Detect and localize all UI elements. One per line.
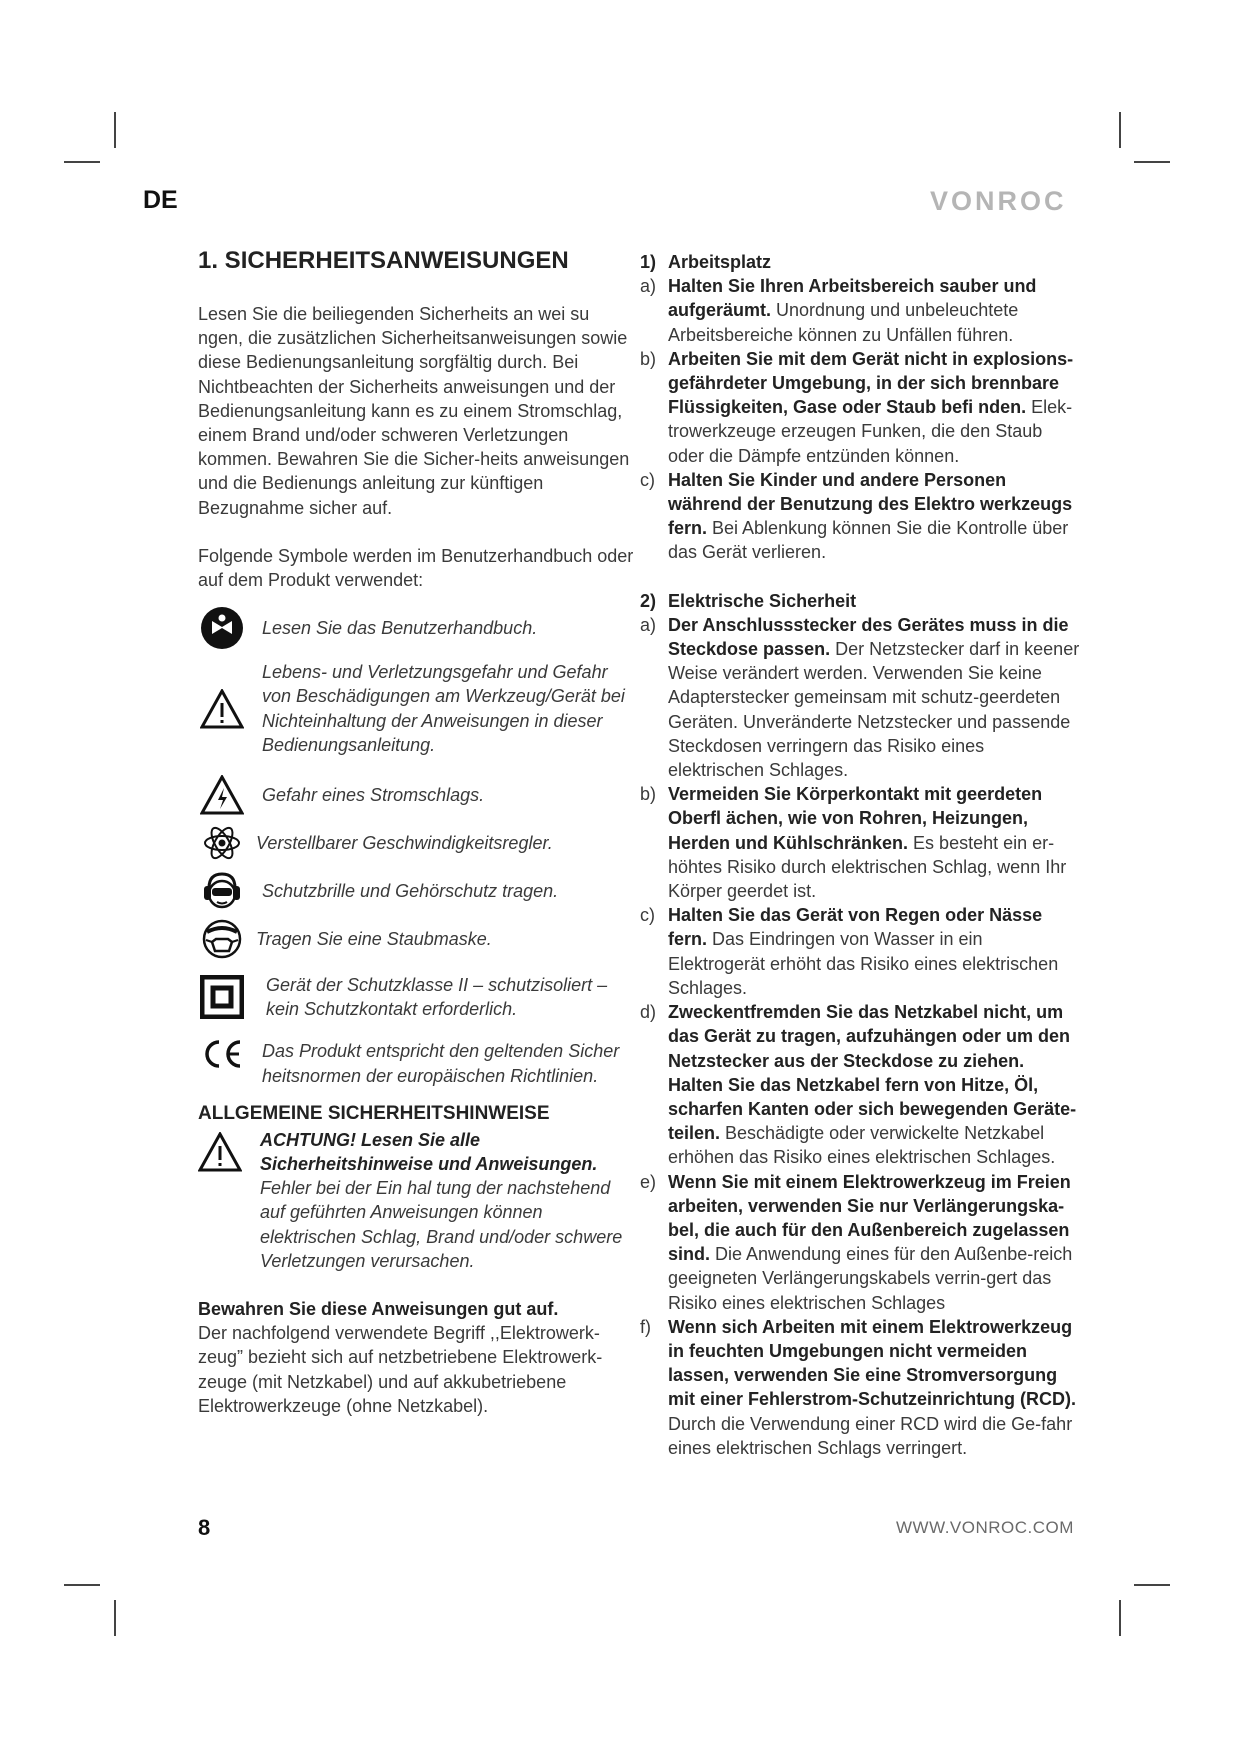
symbol-text: Gerät der Schutzklasse II – schutzisoliert – kein Schutzkontakt erforderlich. xyxy=(266,975,608,1020)
website-url: WWW.VONROC.COM xyxy=(896,1518,1074,1537)
list-item: b) Vermeiden Sie Körperkontakt mit geerdeten Oberfl ächen, wie von Rohren, Heizungen, Herden und Kühlschränken. Es besteht ein er-höhtes Risiko durch elektrischen Schlag, wenn Ihr Körper geerdet ist. xyxy=(640,784,1067,902)
section-heading xyxy=(640,250,1080,274)
ce-mark-icon xyxy=(198,1039,246,1069)
goggles-earmuffs-icon xyxy=(198,867,246,915)
crop-mark xyxy=(1134,161,1170,163)
keep-instructions-text: Der nachfolgend verwendete Begriff ,,Elektrowerk-zeug” bezieht sich auf netzbetriebene Elektrowerk-zeuge (mit Netzkabel) und auf akkubetriebene Elektrowerkzeuge (ohne Netzkabel). xyxy=(198,1323,603,1416)
dust-mask-icon xyxy=(198,915,246,963)
section-title: 1. SICHERHEITSANWEISUNGEN xyxy=(198,247,569,274)
electric-shock-icon xyxy=(198,771,246,819)
warning-triangle-icon xyxy=(198,1128,246,1273)
list-item: f) Wenn sich Arbeiten mit einem Elektrowerkzeug in feuchten Umgebungen nicht vermeiden lassen, verwenden Sie eine Stromversorgung mit einer Fehlerstrom-Schutzeinrichtung (RCD). Durch die Verwendung einer RCD wird die Ge-fahr eines elektrischen Schlags verringert. xyxy=(640,1316,1077,1458)
symbol-row xyxy=(198,915,638,963)
section-heading xyxy=(640,589,1080,613)
crop-mark xyxy=(1134,1584,1170,1586)
symbol-text: Gefahr eines Stromschlags. xyxy=(262,784,485,805)
section-number: 2) xyxy=(640,590,657,611)
intro-paragraph: Lesen Sie die beiliegenden Sicherheits an wei su ngen, die zusätzlichen Sicherheitsanweisungen sowie diese Bedienungsanleitung sorgfältig durch. Bei Nichtbeachten der Sicherheits anweisungen und der Bedienungsanleitung kann es zu einem Stromschlag, einem Brand und/oder schweren Verletzungen kommen. Bewahren Sie die Sicher-heits anweisungen und die Bedienungs anleitung zur künftigen Bezugnahme sicher auf. xyxy=(198,304,630,518)
crop-mark xyxy=(64,161,100,163)
crop-mark xyxy=(114,1600,116,1636)
keep-instructions-heading: Bewahren Sie diese Anweisungen gut auf. xyxy=(198,1299,559,1320)
symbol-row xyxy=(198,1039,638,1087)
list-item: a) Halten Sie Ihren Arbeitsbereich sauber und aufgeräumt. Unordnung und unbeleuchtete Arbeitsbereiche können zu Unfällen führen. xyxy=(640,276,1037,345)
list-item: b) Arbeiten Sie mit dem Gerät nicht in explosions-gefährdeter Umgebung, in der sich brennbare Flüssigkeiten, Gase oder Staub befi nden. Elek-trowerkzeuge erzeugen Funken, die den Staub oder die Dämpfe entzünden können. xyxy=(640,348,1074,466)
symbol-text: Verstellbarer Geschwindigkeitsregler. xyxy=(256,832,553,853)
warning-triangle-icon xyxy=(198,685,246,733)
symbol-text: Das Produkt entspricht den geltenden Sicher heitsnormen der europäischen Richtlinien. xyxy=(262,1041,620,1086)
general-safety-heading: ALLGEMEINE SICHERHEITSHINWEISE xyxy=(198,1102,550,1124)
general-warning xyxy=(198,1128,638,1273)
crop-mark xyxy=(114,112,116,148)
symbol-row xyxy=(198,973,638,1021)
language-tag: DE xyxy=(143,186,178,214)
list-item: d) Zweckentfremden Sie das Netzkabel nicht, um das Gerät zu tragen, aufzuhängen oder um den Netzstecker aus der Steckdose zu ziehen. Halten Sie das Netzkabel fern von Hitze, Öl, scharfen Kanten oder sich bewegenden Geräte-teilen. Beschädigte oder verwickelte Netzkabel erhöhen das Risiko eines elektrischen Schlages. xyxy=(640,1002,1077,1168)
crop-mark xyxy=(1119,1600,1121,1636)
section-heading-text: Arbeitsplatz xyxy=(668,252,772,272)
left-column xyxy=(198,246,638,1418)
section-heading-text: Elektrische Sicherheit xyxy=(668,590,857,611)
symbol-text: Tragen Sie eine Staubmaske. xyxy=(256,928,492,949)
symbol-row xyxy=(198,604,638,652)
section-number: 1) xyxy=(640,252,657,272)
symbol-text: Schutzbrille und Gehörschutz tragen. xyxy=(262,880,559,901)
symbol-row xyxy=(198,660,638,757)
brand-logo: VONROC xyxy=(930,186,1067,216)
symbol-row xyxy=(198,771,638,819)
list-item: e) Wenn Sie mit einem Elektrowerkzeug im Freien arbeiten, verwenden Sie nur Verlängerungska-bel, die auch für den Außenbereich zugelassen sind. Die Anwendung eines für den Außenbe-reich geeigneten Verlängerungskabels verrin-gert das Risiko eines elektrischen Schlages xyxy=(640,1171,1073,1313)
list-item: c) Halten Sie Kinder und andere Personen während der Benutzung des Elektro werkzeugs fern. Bei Ablenkung können Sie die Kontrolle über das Gerät verlieren. xyxy=(640,469,1073,563)
symbols-intro: Folgende Symbole werden im Benutzerhandbuch oder auf dem Produkt verwendet: xyxy=(198,545,634,591)
list-item: a) Der Anschlussstecker des Gerätes muss in die Steckdose passen. Der Netzstecker darf in keener Weise verändert werden. Verwenden Sie keine Adapterstecker gemeinsam mit schutz-geerdeten Geräten. Unveränderte Netzstecker und passende Steckdosen verringern das Risiko eines elektrischen Schlages. xyxy=(640,614,1080,781)
right-column xyxy=(640,250,1080,1460)
symbol-text: Lesen Sie das Benutzerhandbuch. xyxy=(262,618,538,639)
crop-mark xyxy=(1119,112,1121,148)
general-warning-text xyxy=(260,1128,638,1273)
symbol-text: Lebens- und Verletzungsgefahr und Gefahr von Beschädigungen am Werkzeug/Gerät bei Nichteinhaltung der Anweisungen in dieser Bedienungsanleitung. xyxy=(262,662,625,755)
general-warning-body: Fehler bei der Ein hal tung der nachstehend auf geführten Anweisungen können elektrischen Schlag, Brand und/oder schwere Verletzungen verursachen. xyxy=(260,1178,623,1271)
symbol-row xyxy=(198,819,638,867)
crop-mark xyxy=(64,1584,100,1586)
symbol-row xyxy=(198,867,638,915)
class-ii-icon xyxy=(198,973,246,1021)
list-item: c) Halten Sie das Gerät von Regen oder Nässe fern. Das Eindringen von Wasser in ein Elektrogerät erhöht das Risiko eines elektrischen Schlages. xyxy=(640,905,1059,998)
general-warning-bold: ACHTUNG! Lesen Sie alle Sicherheitshinweise und Anweisungen. xyxy=(260,1129,598,1175)
read-manual-icon xyxy=(198,604,246,652)
page-number: 8 xyxy=(198,1515,211,1540)
speed-regulator-icon xyxy=(198,819,246,867)
